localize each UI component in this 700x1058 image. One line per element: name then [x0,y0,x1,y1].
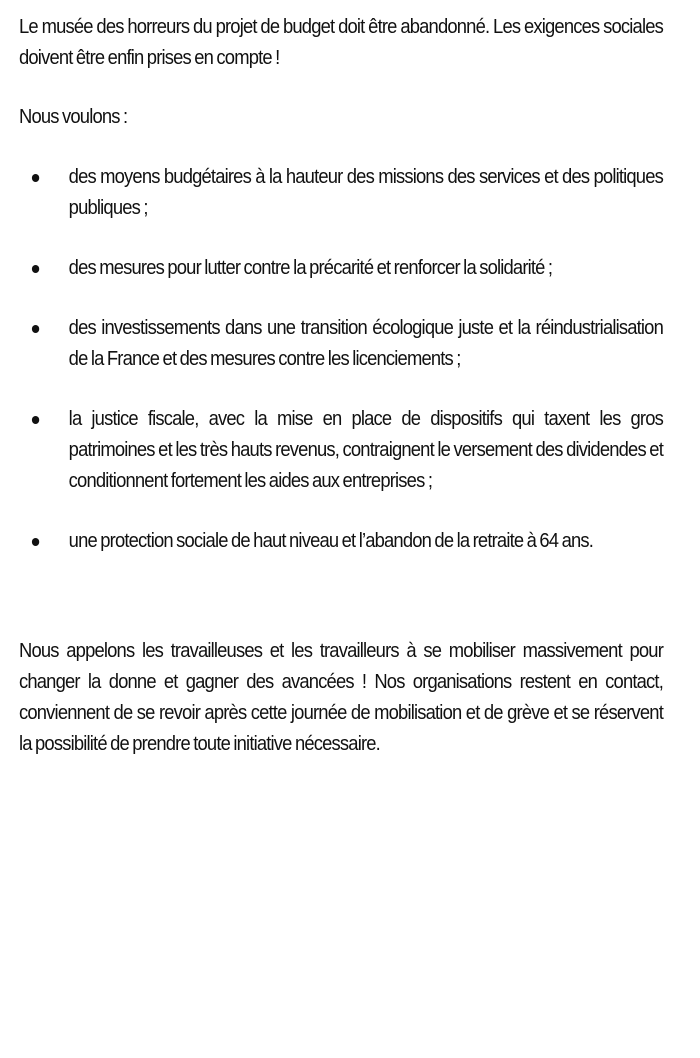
intro-paragraph: Le musée des horreurs du projet de budget doit être abandonné. Les exigences sociales doivent être enfin prises en compte ! [19,16,663,69]
list-item-text: des investissements dans une transition écologique juste et la réindustrialisation de la France et des mesures contre les licenciements ; [68,317,664,370]
list-item [19,404,663,497]
demands-list [19,162,663,557]
list-item-text: des moyens budgétaires à la hauteur des missions des services et des politiques publiques ; [68,166,664,219]
bullet-icon [32,538,39,546]
list-item-text: des mesures pour lutter contre la précarité et renforcer la solidarité ; [68,257,553,279]
bullet-icon [32,265,39,273]
bullet-icon [32,325,39,333]
closing-paragraph: Nous appelons les travailleuses et les travailleurs à se mobiliser massivement pour changer la donne et gagner des avancées ! Nos organisations restent en contact, conviennent de se revoir après cette journée de mobilisation et de grève et se réservent la possibilité de prendre toute initiative nécessaire. [19,640,663,755]
list-item [19,253,663,284]
list-item [19,162,663,224]
document-body [19,12,663,760]
list-item-text: une protection sociale de haut niveau et l’abandon de la retraite à 64 ans. [68,530,594,552]
list-item [19,526,663,557]
bullet-icon [32,416,39,424]
list-item [19,313,663,375]
bullet-icon [32,174,39,182]
lead-paragraph: Nous voulons : [19,106,128,128]
list-item-text: la justice fiscale, avec la mise en place de dispositifs qui taxent les gros patrimoines et les très hauts revenus, contraignent le versement des dividendes et conditionnent fortement les aides aux entreprises ; [68,408,664,492]
